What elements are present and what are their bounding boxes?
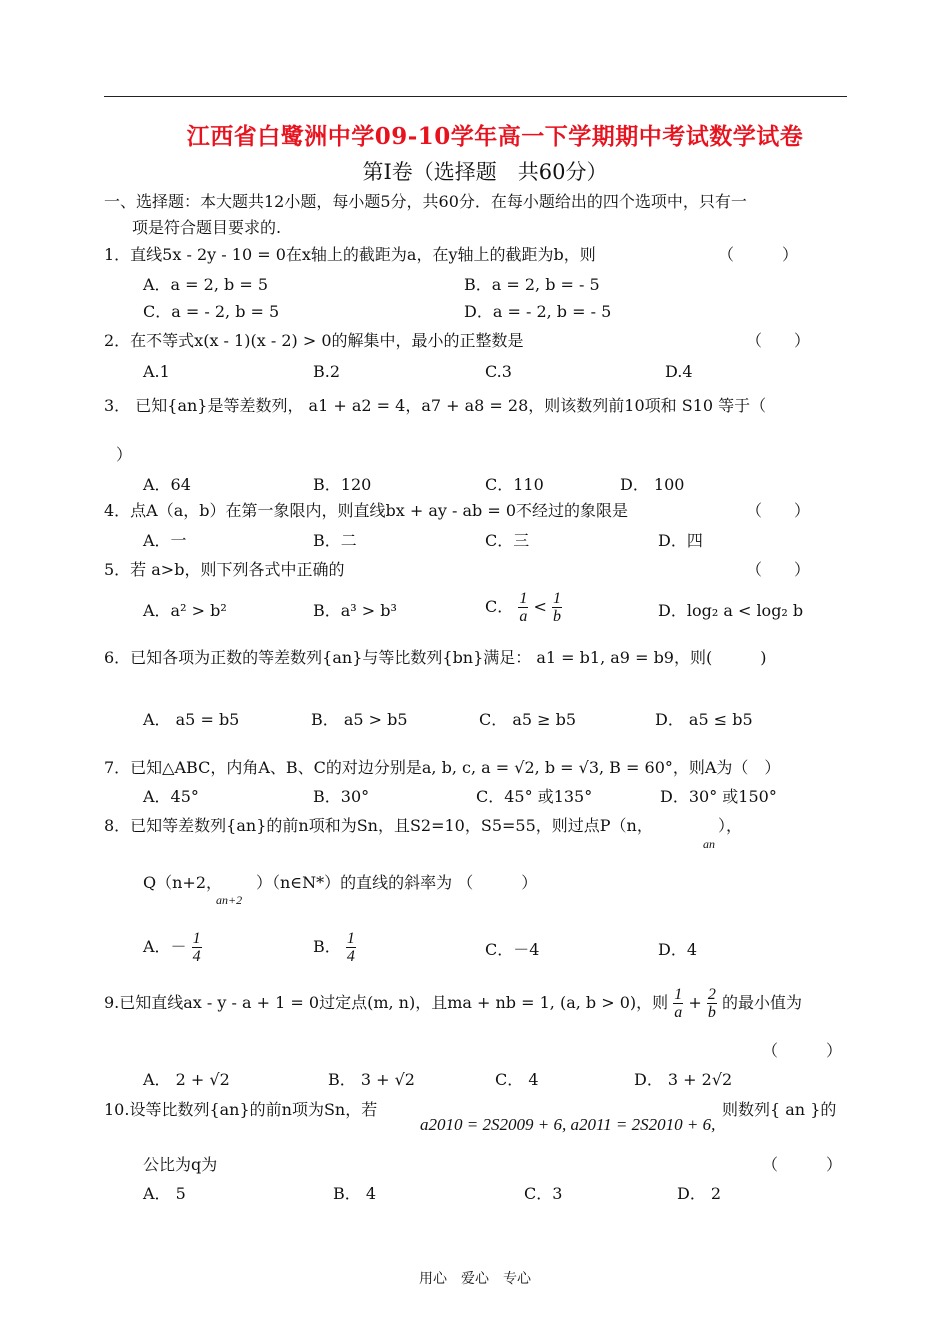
section-intro: 一、选择题：本大题共12小题，每小题5分，共60分．在每小题给出的四个选项中，只有一 [104,192,747,211]
question-3-option-c: C．110 [485,475,544,494]
question-4-stem: 4．点A（a，b）在第一象限内，则直线bx + ay - ab = 0不经过的象限是 [104,501,629,520]
question-8-option-c: C．－4 [485,940,540,959]
question-3-option-b: B．120 [313,475,372,494]
question-8-stem-end: ）， [718,816,743,835]
question-5-option-d: D．log₂ a < log₂ b [658,601,804,620]
question-8-stem-cont-end: ）（n∈N*）的直线的斜率为 （ ） [256,873,538,892]
plus-sign: + [688,993,702,1012]
question-3-stem-cont: ） [116,445,133,464]
question-10-option-c: C．3 [524,1184,563,1203]
section-intro-cont: 项是符合题目要求的. [132,218,282,237]
fraction-denominator: 4 [346,948,355,965]
option-c-label: C． [485,597,514,616]
question-6-option-d: D． a5 ≤ b5 [655,710,753,729]
question-9-stem-tail: 的最小值为 [721,993,802,1012]
question-2-answer-blank: （ ） [746,331,811,350]
question-3-option-a: A．64 [143,475,191,494]
exam-title: 江西省白鹭洲中学09-10学年高一下学期期中考试数学试卷 [186,123,804,150]
fraction-numerator: 1 [552,590,561,607]
question-10-formula: a2010 = 2S2009 + 6, a2011 = 2S2010 + 6, [420,1115,716,1134]
question-4-option-d: D．四 [658,531,703,550]
question-3-stem: 3． 已知{an}是等差数列， a1 + a2 = 4，a7 + a8 = 28，则该数列前10项和 S10 等于（ [104,396,767,415]
question-8-stem-cont: Q（n+2， [143,873,223,892]
question-8-stem: 8．已知等差数列{an}的前n项和为Sn，且S2=10，S5=55，则过点P（n， [104,816,653,835]
question-9-option-c: C． 4 [495,1070,539,1089]
question-10-stem: 10.设等比数列{an}的前n项为Sn，若 [104,1100,378,1119]
question-7-option-b: B．30° [313,787,370,806]
fraction-two-over-b [707,986,717,1021]
question-10-answer-blank: （ ） [762,1155,843,1174]
fraction-denominator: a [519,608,528,625]
question-3-option-d: D． 100 [620,475,685,494]
header-rule [104,96,847,97]
question-9-option-b: B． 3 + √2 [328,1070,415,1089]
fraction-one-quarter [346,930,356,965]
question-7-option-d: D．30° 或150° [660,787,777,806]
question-10-stem-cont: 公比为q为 [143,1155,218,1174]
question-8-option-d: D．4 [658,940,698,959]
question-5-option-b: B．a³ > b³ [313,601,397,620]
question-10-option-b: B． 4 [333,1184,377,1203]
question-2-option-a: A.1 [143,362,170,381]
question-6-option-b: B． a5 > b5 [311,710,408,729]
question-10-option-d: D． 2 [677,1184,722,1203]
question-9-answer-blank: （ ） [762,1041,843,1060]
question-9-option-d: D． 3 + 2√2 [634,1070,733,1089]
fraction-one-over-a [673,986,683,1021]
question-7-option-c: C．45° 或135° [476,787,593,806]
fraction-one-over-b [552,590,562,625]
option-b-label: B． [313,937,341,956]
question-2-option-c: C.3 [485,362,512,381]
question-5-option-a: A．a² > b² [143,601,227,620]
less-than-sign: < [533,597,547,616]
question-9-option-a: A． 2 + √2 [143,1070,230,1089]
question-8-point-p-y: an [703,837,715,851]
fraction-numerator: 1 [674,986,683,1003]
question-9-stem-text: 9.已知直线ax - y - a + 1 = 0过定点(m, n)，且ma + nb = 1, (a, b > 0)，则 [104,993,669,1012]
fraction-one-quarter [192,930,202,965]
question-4-option-a: A．一 [143,531,187,550]
question-6-option-a: A． a5 = b5 [143,710,240,729]
question-1-option-b: B．a = 2, b = - 5 [464,275,600,294]
question-4-option-c: C．三 [485,531,530,550]
question-10-stem-tail: 则数列{ an }的 [722,1100,837,1119]
question-4-answer-blank: （ ） [746,501,811,520]
question-1-option-c: C．a = - 2, b = 5 [143,302,280,321]
fraction-one-over-a [518,590,528,625]
question-1-option-d: D．a = - 2, b = - 5 [464,302,612,321]
option-a-label: A．－ [143,937,187,956]
fraction-numerator: 1 [519,590,528,607]
fraction-denominator: b [707,1004,716,1021]
question-2-option-b: B.2 [313,362,341,381]
question-5-stem: 5．若 a>b，则下列各式中正确的 [104,560,345,579]
fraction-denominator: a [674,1004,683,1021]
question-1-answer-blank: （ ） [718,245,799,264]
question-8-point-q-y: an+2 [216,893,243,907]
question-8-option-a [143,930,202,965]
question-2-option-d: D.4 [665,362,693,381]
question-7-option-a: A．45° [143,787,199,806]
fraction-denominator: 4 [192,948,201,965]
fraction-numerator: 2 [707,986,716,1003]
question-2-stem: 2．在不等式x(x - 1)(x - 2) > 0的解集中，最小的正整数是 [104,331,524,350]
page-footer: 用心 爱心 专心 [419,1271,531,1287]
fraction-numerator: 1 [192,930,201,947]
question-7-stem: 7．已知△ABC，内角A、B、C的对边分别是a, b, c, a = √2, b = √3, B = 60°，则A为（ ） [104,758,781,777]
section-subtitle: 第Ⅰ卷（选择题 共60分） [362,160,608,184]
question-4-option-b: B．二 [313,531,357,550]
question-6-stem: 6．已知各项为正数的等差数列{an}与等比数列{bn}满足： a1 = b1, a9 = b9，则( ) [104,648,767,667]
question-5-answer-blank: （ ） [746,560,811,579]
fraction-numerator: 1 [346,930,355,947]
question-1-option-a: A．a = 2, b = 5 [143,275,269,294]
fraction-denominator: b [552,608,561,625]
question-5-option-c [485,590,562,625]
question-10-option-a: A． 5 [143,1184,186,1203]
question-9-stem [104,986,802,1021]
question-6-option-c: C． a5 ≥ b5 [479,710,577,729]
question-1-stem: 1．直线5x - 2y - 10 = 0在x轴上的截距为a，在y轴上的截距为b，则 [104,245,596,264]
question-8-option-b [313,930,356,965]
